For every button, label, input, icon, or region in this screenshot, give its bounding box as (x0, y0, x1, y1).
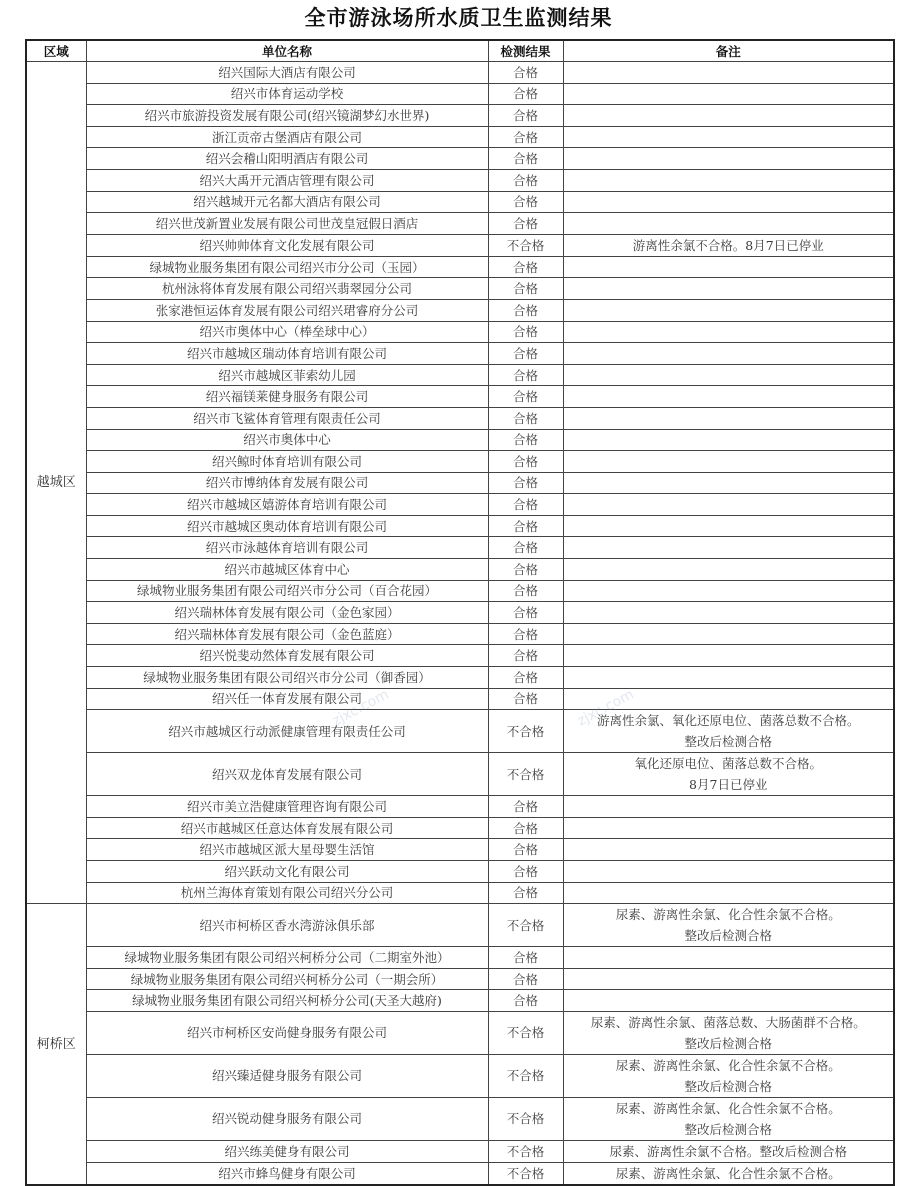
table-row (26, 234, 894, 256)
result-cell: 合格 (488, 688, 563, 710)
table-row (26, 904, 894, 947)
unit-name-cell: 绍兴市越城区体育中心 (86, 559, 488, 581)
region-cell: 越城区 (26, 62, 86, 904)
unit-name-cell: 绍兴臻适健身服务有限公司 (86, 1054, 488, 1097)
remark-cell (563, 839, 894, 861)
result-cell: 合格 (488, 861, 563, 883)
unit-name-cell: 绿城物业服务集团有限公司绍兴市分公司（百合花园） (86, 580, 488, 602)
result-cell: 合格 (488, 817, 563, 839)
unit-name-cell: 绿城物业服务集团有限公司绍兴市分公司（御香园） (86, 667, 488, 689)
unit-name-cell: 绍兴市越城区瑞动体育培训有限公司 (86, 343, 488, 365)
result-cell: 合格 (488, 472, 563, 494)
unit-name-cell: 绍兴市越城区奥动体育培训有限公司 (86, 515, 488, 537)
remark-cell (563, 515, 894, 537)
table-row (26, 494, 894, 516)
table-row (26, 299, 894, 321)
result-cell: 合格 (488, 191, 563, 213)
remark-cell (563, 817, 894, 839)
remark-cell (563, 710, 894, 753)
result-cell: 合格 (488, 429, 563, 451)
remark-cell (563, 278, 894, 300)
remark-cell (563, 796, 894, 818)
remark-cell (563, 623, 894, 645)
remark-cell: 尿素、游离性余氯不合格。整改后检测合格 (563, 1140, 894, 1162)
remark-cell (563, 602, 894, 624)
table-row (26, 1097, 894, 1140)
remark-cell (563, 494, 894, 516)
result-cell: 不合格 (488, 234, 563, 256)
table-row (26, 645, 894, 667)
result-cell: 合格 (488, 169, 563, 191)
result-cell: 合格 (488, 213, 563, 235)
unit-name-cell: 绍兴国际大酒店有限公司 (86, 62, 488, 84)
table-row (26, 602, 894, 624)
table-row (26, 839, 894, 861)
result-cell: 不合格 (488, 1140, 563, 1162)
unit-name-cell: 绍兴瑞林体育发展有限公司（金色家园） (86, 602, 488, 624)
remark-cell (563, 688, 894, 710)
header-unit: 单位名称 (86, 40, 488, 62)
remark-line: 氧化还原电位、菌落总数不合格。 (634, 756, 822, 772)
table-row (26, 364, 894, 386)
unit-name-cell: 绍兴市柯桥区安尚健身服务有限公司 (86, 1011, 488, 1054)
remark-line: 整改后检测合格 (684, 928, 772, 944)
remark-cell (563, 62, 894, 84)
unit-name-cell: 绍兴任一体育发展有限公司 (86, 688, 488, 710)
table-row (26, 169, 894, 191)
remark-cell (563, 472, 894, 494)
unit-name-cell: 绿城物业服务集团有限公司绍兴柯桥分公司（二期室外池） (86, 947, 488, 969)
result-cell: 合格 (488, 839, 563, 861)
unit-name-cell: 绍兴市飞鲨体育管理有限责任公司 (86, 407, 488, 429)
remark-cell (563, 364, 894, 386)
result-cell: 合格 (488, 83, 563, 105)
result-cell: 合格 (488, 62, 563, 84)
remark-line: 8月7日已停业 (689, 777, 768, 793)
remark-cell (563, 753, 894, 796)
remark-cell (563, 386, 894, 408)
table-row (26, 882, 894, 904)
remark-cell (563, 126, 894, 148)
remark-cell (563, 861, 894, 883)
remark-cell (563, 105, 894, 127)
result-cell: 合格 (488, 494, 563, 516)
unit-name-cell: 绍兴市美立浩健康管理咨询有限公司 (86, 796, 488, 818)
unit-name-cell: 张家港恒运体育发展有限公司绍兴珺睿府分公司 (86, 299, 488, 321)
unit-name-cell: 绍兴世茂新置业发展有限公司世茂皇冠假日酒店 (86, 213, 488, 235)
result-cell: 不合格 (488, 904, 563, 947)
table-row (26, 861, 894, 883)
remark-cell (563, 1097, 894, 1140)
watermark: zjxc.com (574, 686, 637, 730)
table-row (26, 62, 894, 84)
remark-cell (563, 882, 894, 904)
table-row (26, 688, 894, 710)
remark-cell (563, 148, 894, 170)
remark-cell (563, 968, 894, 990)
table-row (26, 817, 894, 839)
remark-cell (563, 1054, 894, 1097)
result-cell: 合格 (488, 947, 563, 969)
remark-line: 尿素、游离性余氯、菌落总数、大肠菌群不合格。 (590, 1014, 866, 1030)
remark-cell (563, 429, 894, 451)
table-row (26, 429, 894, 451)
remark-cell (563, 1011, 894, 1054)
result-cell: 合格 (488, 623, 563, 645)
header-result: 检测结果 (488, 40, 563, 62)
remark-cell (563, 667, 894, 689)
unit-name-cell: 绍兴瑞林体育发展有限公司（金色蓝庭） (86, 623, 488, 645)
table-row (26, 710, 894, 753)
unit-name-cell: 绍兴双龙体育发展有限公司 (86, 753, 488, 796)
page-title: 全市游泳场所水质卫生监测结果 (304, 6, 613, 30)
remark-cell (563, 645, 894, 667)
table-row (26, 947, 894, 969)
table-row (26, 472, 894, 494)
table-row (26, 278, 894, 300)
unit-name-cell: 绍兴市泳越体育培训有限公司 (86, 537, 488, 559)
unit-name-cell: 浙江贡帝古堡酒店有限公司 (86, 126, 488, 148)
unit-name-cell: 杭州泳将体育发展有限公司绍兴翡翠园分公司 (86, 278, 488, 300)
unit-name-cell: 绍兴福镁莱健身服务有限公司 (86, 386, 488, 408)
result-cell: 合格 (488, 451, 563, 473)
unit-name-cell: 绍兴跃动文化有限公司 (86, 861, 488, 883)
result-cell: 合格 (488, 968, 563, 990)
unit-name-cell: 绍兴大禹开元酒店管理有限公司 (86, 169, 488, 191)
table-row (26, 386, 894, 408)
remark-cell (563, 191, 894, 213)
table-row (26, 407, 894, 429)
table-row (26, 451, 894, 473)
result-cell: 合格 (488, 321, 563, 343)
results-table (25, 39, 895, 1186)
result-cell: 不合格 (488, 1162, 563, 1185)
unit-name-cell: 绍兴市奥体中心（棒垒球中心） (86, 321, 488, 343)
result-cell: 不合格 (488, 1054, 563, 1097)
remark-line: 尿素、游离性余氯、化合性余氯不合格。 (615, 1057, 841, 1073)
remark-cell (563, 407, 894, 429)
result-cell: 合格 (488, 343, 563, 365)
result-cell: 合格 (488, 537, 563, 559)
remark-cell (563, 343, 894, 365)
result-cell: 合格 (488, 126, 563, 148)
remark-cell (563, 256, 894, 278)
unit-name-cell: 绍兴帅帅体育文化发展有限公司 (86, 234, 488, 256)
table-row (26, 105, 894, 127)
unit-name-cell: 绍兴会稽山阳明酒店有限公司 (86, 148, 488, 170)
result-cell: 合格 (488, 602, 563, 624)
result-cell: 合格 (488, 645, 563, 667)
unit-name-cell: 绍兴锐动健身服务有限公司 (86, 1097, 488, 1140)
table-row (26, 623, 894, 645)
remark-cell (563, 451, 894, 473)
table-row (26, 667, 894, 689)
remark-cell (563, 537, 894, 559)
result-cell: 合格 (488, 580, 563, 602)
table-row (26, 126, 894, 148)
remark-line: 整改后检测合格 (684, 1078, 772, 1094)
remark-line: 整改后检测合格 (684, 1035, 772, 1051)
table-header-row (26, 40, 894, 62)
remark-cell: 尿素、游离性余氯、化合性余氯不合格。 (563, 1162, 894, 1185)
table-row (26, 256, 894, 278)
unit-name-cell: 绍兴练美健身有限公司 (86, 1140, 488, 1162)
result-cell: 合格 (488, 796, 563, 818)
remark-cell (563, 169, 894, 191)
remark-cell (563, 559, 894, 581)
watermark: zjxc.com (329, 686, 392, 730)
unit-name-cell: 绍兴市越城区任意达体育发展有限公司 (86, 817, 488, 839)
remark-cell (563, 213, 894, 235)
table-row (26, 1054, 894, 1097)
unit-name-cell: 杭州兰海体育策划有限公司绍兴分公司 (86, 882, 488, 904)
remark-cell: 游离性余氯不合格。8月7日已停业 (563, 234, 894, 256)
table-row (26, 990, 894, 1012)
table-row (26, 515, 894, 537)
table-row (26, 796, 894, 818)
remark-cell (563, 299, 894, 321)
table-body (26, 62, 894, 1185)
table-row (26, 83, 894, 105)
remark-cell (563, 83, 894, 105)
unit-name-cell: 绍兴市越城区行动派健康管理有限责任公司 (86, 710, 488, 753)
result-cell: 合格 (488, 882, 563, 904)
remark-line: 整改后检测合格 (684, 734, 772, 750)
result-cell: 合格 (488, 407, 563, 429)
result-cell: 合格 (488, 559, 563, 581)
remark-line: 尿素、游离性余氯、化合性余氯不合格。 (615, 907, 841, 923)
unit-name-cell: 绍兴市奥体中心 (86, 429, 488, 451)
result-cell: 不合格 (488, 1097, 563, 1140)
result-cell: 合格 (488, 515, 563, 537)
table-row (26, 559, 894, 581)
table-row (26, 321, 894, 343)
unit-name-cell: 绍兴市蜂鸟健身有限公司 (86, 1162, 488, 1185)
region-cell: 柯桥区 (26, 904, 86, 1185)
result-cell: 合格 (488, 364, 563, 386)
result-cell: 合格 (488, 667, 563, 689)
table-row (26, 968, 894, 990)
result-cell: 不合格 (488, 1011, 563, 1054)
remark-cell (563, 904, 894, 947)
result-cell: 合格 (488, 299, 563, 321)
result-cell: 合格 (488, 105, 563, 127)
result-cell: 合格 (488, 148, 563, 170)
result-cell: 合格 (488, 278, 563, 300)
unit-name-cell: 绍兴越城开元名都大酒店有限公司 (86, 191, 488, 213)
table-row (26, 1140, 894, 1162)
unit-name-cell: 绿城物业服务集团有限公司绍兴市分公司（玉园） (86, 256, 488, 278)
table-row (26, 343, 894, 365)
unit-name-cell: 绍兴市越城区派大星母婴生活馆 (86, 839, 488, 861)
remark-line: 整改后检测合格 (684, 1121, 772, 1137)
result-cell: 合格 (488, 386, 563, 408)
unit-name-cell: 绿城物业服务集团有限公司绍兴柯桥分公司（一期会所） (86, 968, 488, 990)
result-cell: 合格 (488, 990, 563, 1012)
table-row (26, 580, 894, 602)
unit-name-cell: 绍兴市博纳体育发展有限公司 (86, 472, 488, 494)
unit-name-cell: 绍兴悦斐动然体育发展有限公司 (86, 645, 488, 667)
table-row (26, 1162, 894, 1185)
unit-name-cell: 绍兴市柯桥区香水湾游泳俱乐部 (86, 904, 488, 947)
remark-line: 游离性余氯、氧化还原电位、菌落总数不合格。 (596, 713, 860, 729)
table-row (26, 753, 894, 796)
unit-name-cell: 绍兴市旅游投资发展有限公司(绍兴镜湖梦幻水世界) (86, 105, 488, 127)
unit-name-cell: 绍兴鲸时体育培训有限公司 (86, 451, 488, 473)
remark-cell (563, 580, 894, 602)
unit-name-cell: 绍兴市体育运动学校 (86, 83, 488, 105)
table-row (26, 1011, 894, 1054)
unit-name-cell: 绍兴市越城区菲索幼儿园 (86, 364, 488, 386)
table-row (26, 148, 894, 170)
table-row (26, 213, 894, 235)
remark-cell (563, 947, 894, 969)
result-cell: 不合格 (488, 753, 563, 796)
table-row (26, 191, 894, 213)
remark-cell (563, 990, 894, 1012)
result-cell: 合格 (488, 256, 563, 278)
header-region: 区域 (26, 40, 86, 62)
remark-line: 尿素、游离性余氯、化合性余氯不合格。 (615, 1100, 841, 1116)
remark-cell (563, 321, 894, 343)
unit-name-cell: 绿城物业服务集团有限公司绍兴柯桥分公司(天圣大越府) (86, 990, 488, 1012)
result-cell: 不合格 (488, 710, 563, 753)
header-remark: 备注 (563, 40, 894, 62)
unit-name-cell: 绍兴市越城区嬉游体育培训有限公司 (86, 494, 488, 516)
table-row (26, 537, 894, 559)
